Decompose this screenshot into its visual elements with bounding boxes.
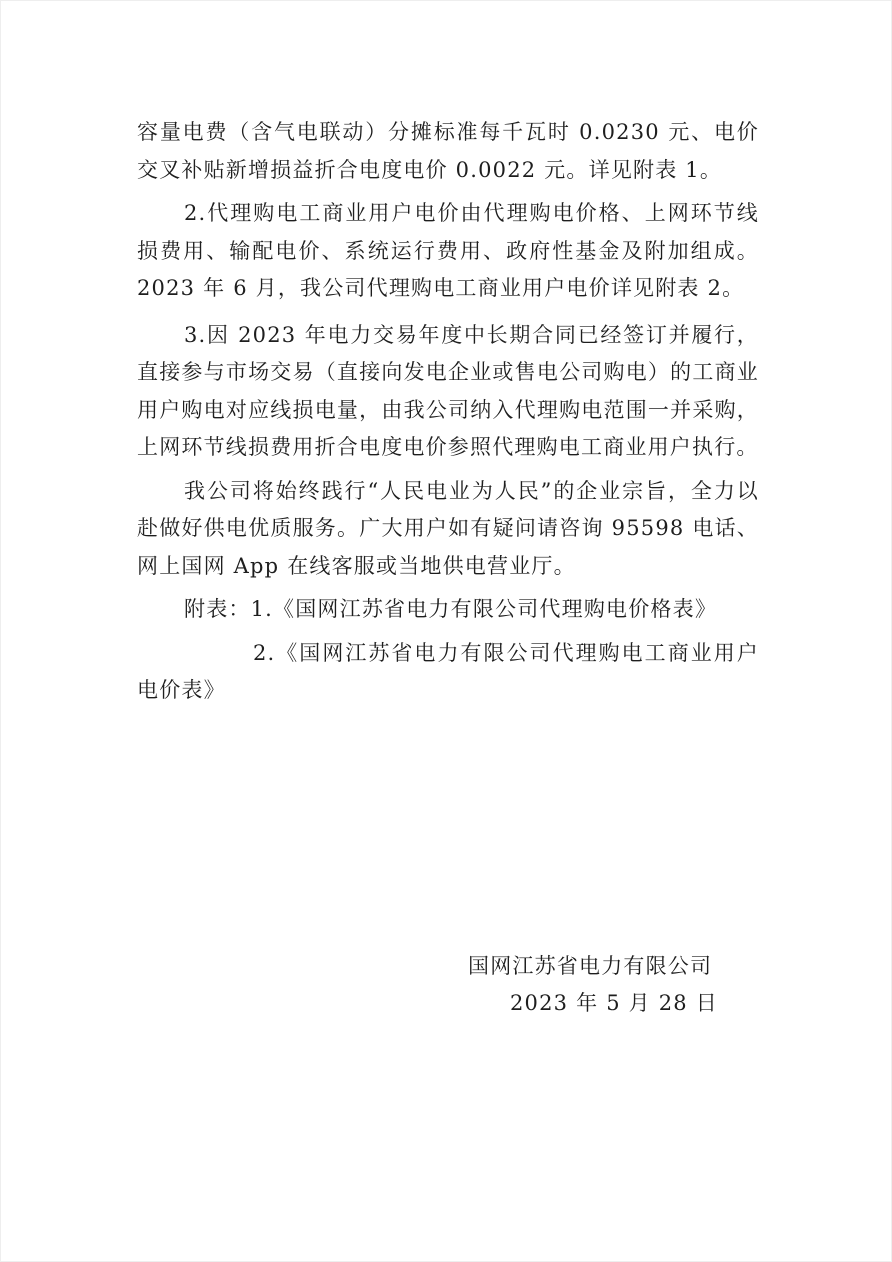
- annex-item-2: 2.《国网江苏省电力有限公司代理购电工商业用户电价表》: [137, 640, 759, 702]
- annex-item-1: 附表：1.《国网江苏省电力有限公司代理购电价格表》: [184, 597, 718, 621]
- paragraph-service-statement: 我公司将始终践行“人民电业为人民”的企业宗旨，全力以赴做好供电优质服务。广大用户如有疑问请咨询 95598 电话、网上国网 App 在线客服或当地供电营业厅。: [137, 478, 759, 578]
- paragraph-capacity-fee: 容量电费（含气电联动）分摊标准每千瓦时 0.0230 元、电价交叉补贴新增损益折合电度电价 0.0022 元。详见附表 1。: [137, 120, 759, 182]
- paragraph-user-price: 2.代理购电工商业用户电价由代理购电价格、上网环节线损费用、输配电价、系统运行费用、政府性基金及附加组成。2023 年 6 月，我公司代理购电工商业用户电价详见附表 2。: [137, 201, 759, 300]
- document-body: [137, 114, 759, 710]
- signature-date: 2023 年 5 月 28 日: [510, 991, 718, 1015]
- signature-organization: 国网江苏省电力有限公司: [468, 954, 713, 978]
- paragraph-line-loss: 3.因 2023 年电力交易年度中长期合同已经签订并履行，直接参与市场交易（直接向发电企业或售电公司购电）的工商业用户购电对应线损电量，由我公司纳入代理购电范围一并采购，上网环节线损费用折合电度电价参照代理购电工商业用户执行。: [137, 322, 759, 459]
